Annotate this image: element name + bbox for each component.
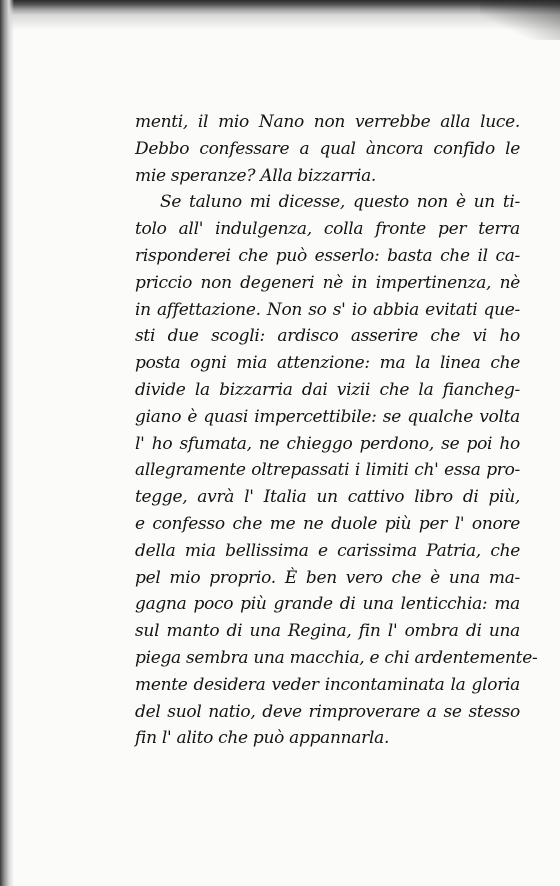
- text-line: mente desidera veder incontaminata la gloria: [135, 674, 520, 695]
- text-line: gagna poco più grande di una lenticchia: ma: [135, 594, 520, 615]
- page-left-edge-shadow: [0, 0, 14, 886]
- text-line: allegramente oltrepassati i limiti ch' essa pro-: [135, 460, 520, 481]
- text-line: divide la bizzarria dai vizii che la fiancheg-: [135, 379, 520, 400]
- text-line: pel mio proprio. È ben vero che è una ma-: [135, 567, 520, 588]
- text-line: Se taluno mi dicesse, questo non è un ti-: [160, 192, 520, 213]
- text-line: sti due scogli: ardisco asserire che vi ho: [135, 326, 520, 347]
- page-top-edge-shadow: [0, 0, 560, 30]
- text-line: risponderei che può esserlo: basta che il ca-: [135, 245, 520, 266]
- text-line: menti, il mio Nano non verrebbe alla luce.: [135, 112, 520, 132]
- text-line: fin l' alito che può appannarla.: [135, 728, 390, 749]
- text-line: del suol natio, deve rimproverare a se stesso: [135, 701, 520, 722]
- text-line: piega sembra una macchia, e chi ardentemente-: [135, 647, 538, 668]
- text-line: Debbo confessare a qual àncora confido le: [135, 138, 520, 159]
- text-line: posta ogni mia attenzione: ma la linea che: [135, 353, 520, 374]
- body-text: [135, 109, 538, 752]
- text-line: tegge, avrà l' Italia un cattivo libro di più,: [135, 487, 520, 508]
- text-line: priccio non degeneri nè in impertinenza, nè: [135, 272, 520, 293]
- text-line: e confesso che me ne duole più per l' onore: [135, 513, 520, 534]
- text-line: sul manto di una Regina, fin l' ombra di una: [135, 621, 520, 642]
- text-line: della mia bellissima e carissima Patria, che: [135, 540, 520, 561]
- text-line: tolo all' indulgenza, colla fronte per terra: [135, 219, 520, 240]
- text-line: mie speranze? Alla bizzarria.: [135, 165, 377, 186]
- text-line: l' ho sfumata, ne chieggo perdono, se poi ho: [135, 433, 520, 454]
- text-line: giano è quasi impercettibile: se qualche volta: [135, 406, 520, 427]
- text-line: in affettazione. Non so s' io abbia evitati que-: [135, 299, 520, 320]
- page-corner-shadow: [480, 0, 560, 40]
